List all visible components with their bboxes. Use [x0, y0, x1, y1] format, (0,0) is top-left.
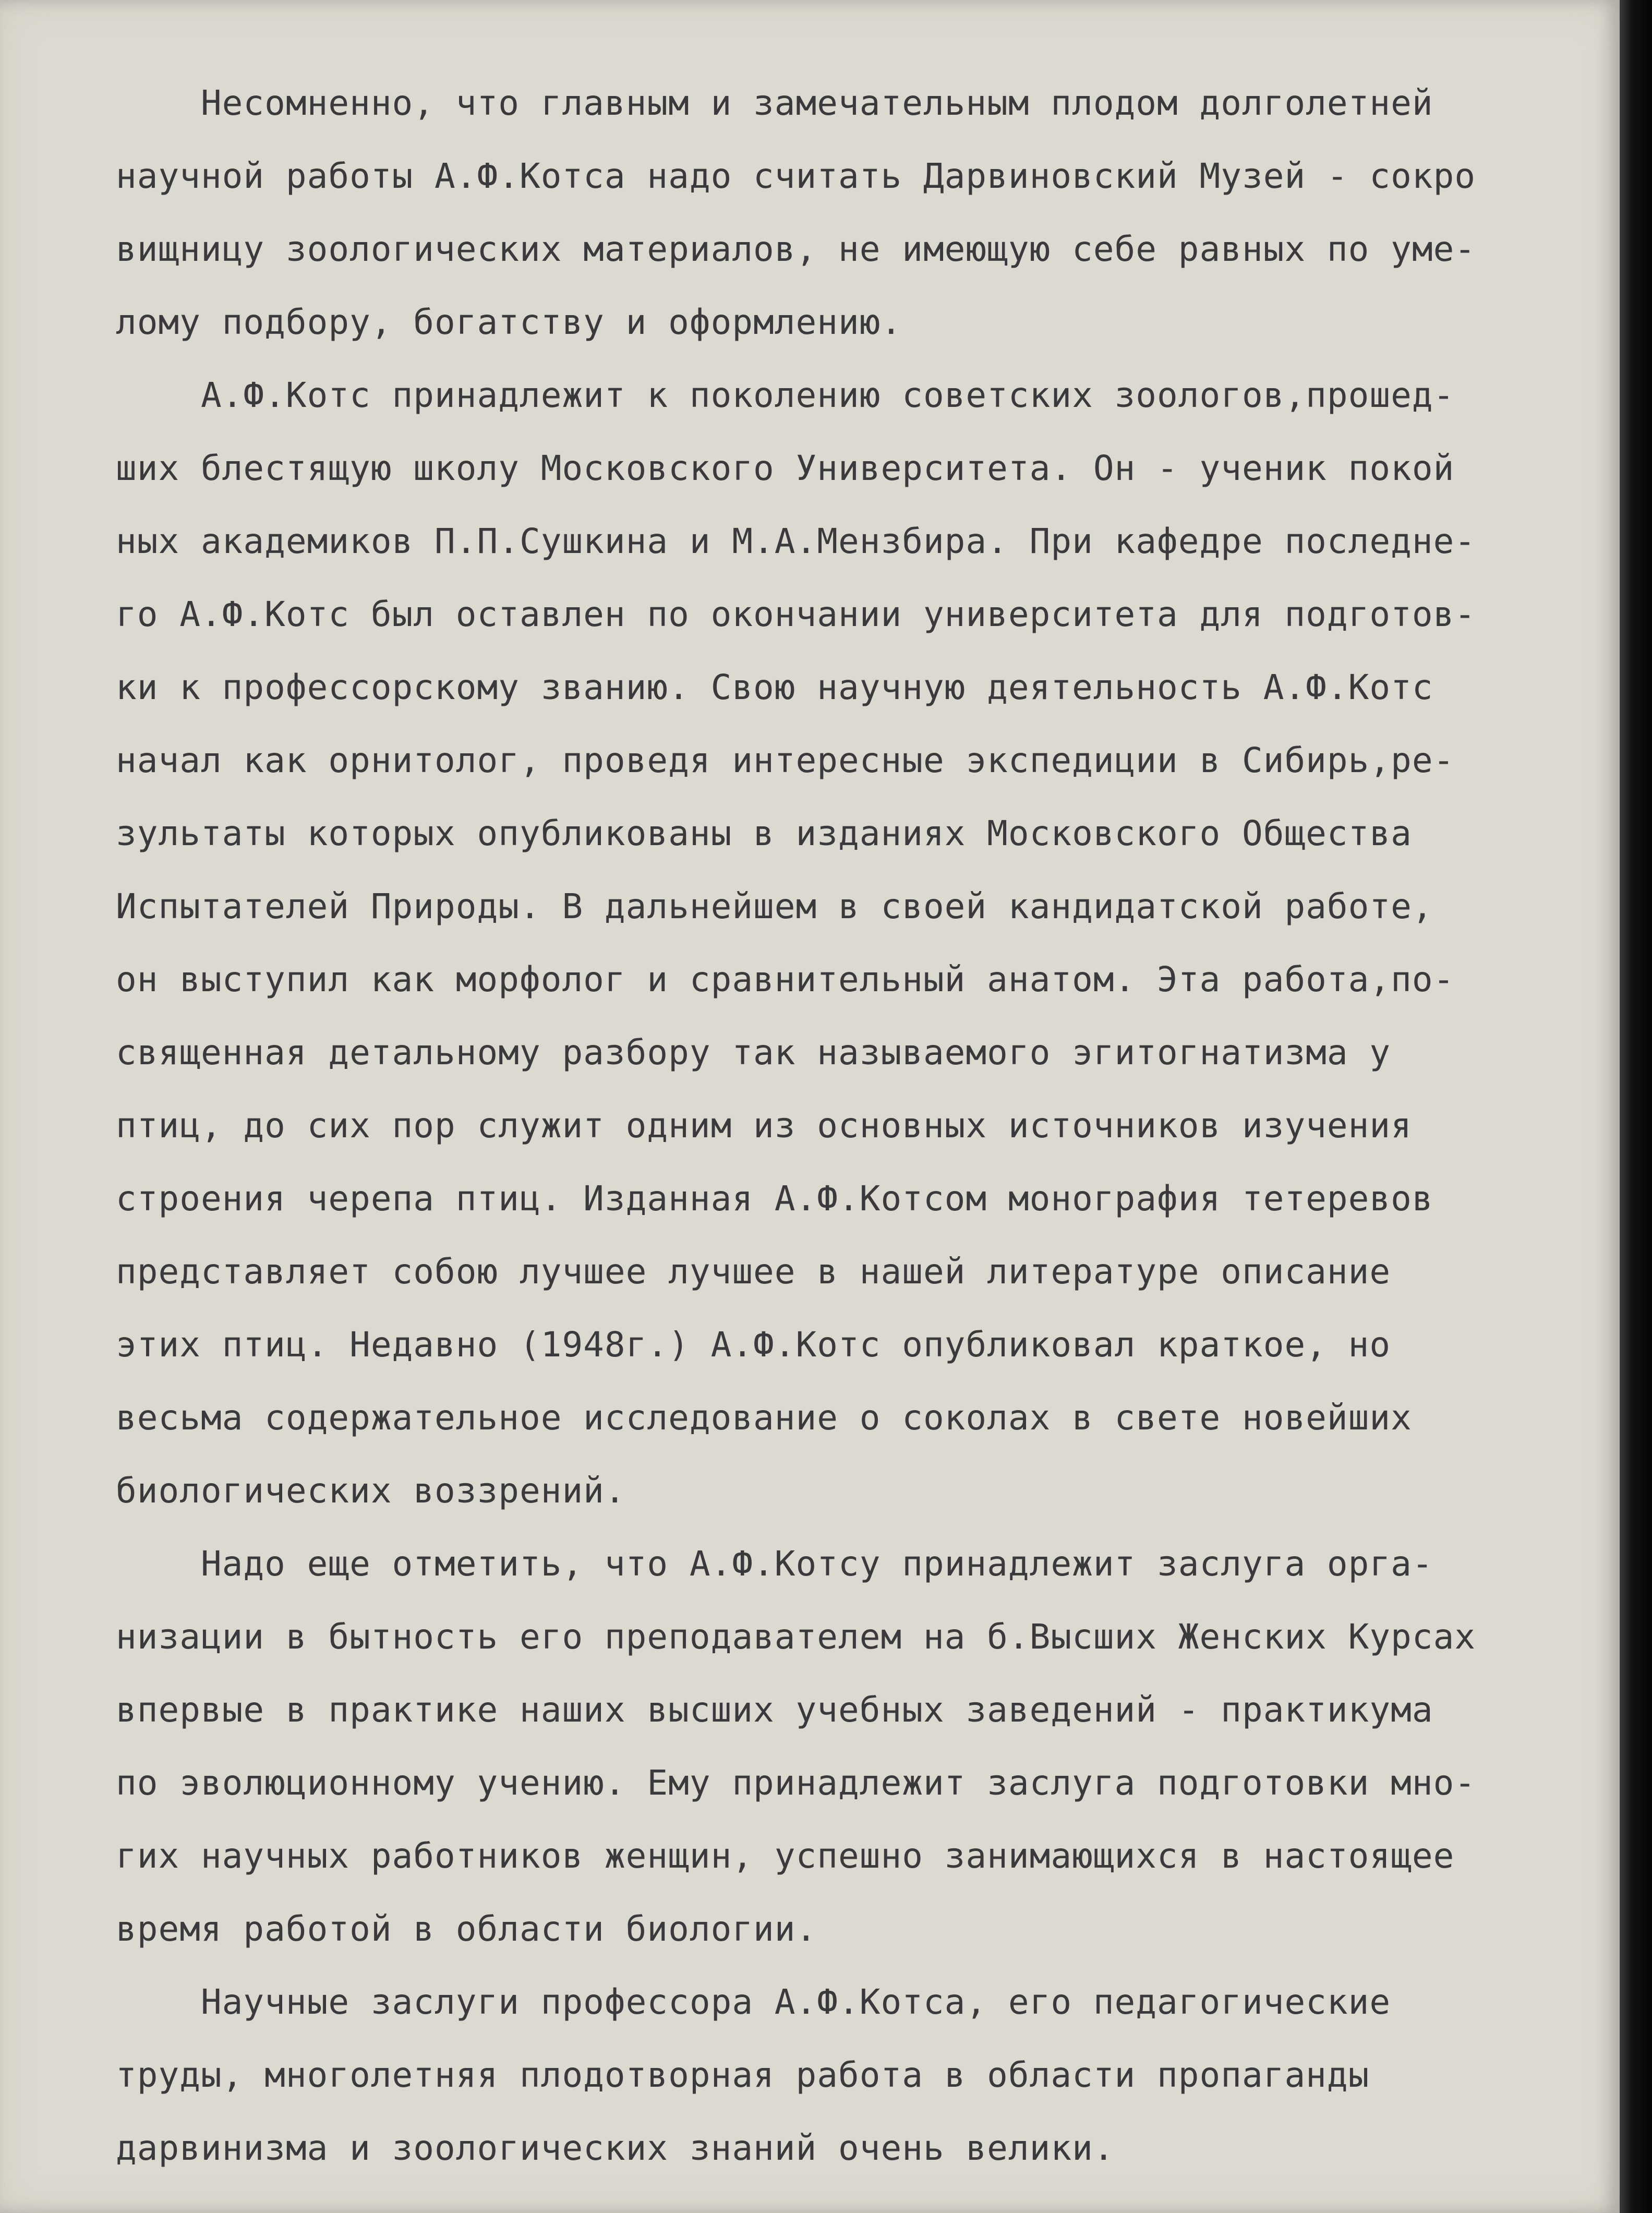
text-line: го А.Ф.Котс был оставлен по окончании университета для подготов-: [116, 594, 1476, 634]
paragraph: [116, 359, 1602, 1528]
text-line: биологических воззрений.: [116, 1471, 626, 1511]
text-line: весьма содержательное исследование о соколах в свете новейших: [116, 1398, 1412, 1438]
text-line: он выступил как морфолог и сравнительный анатом. Эта работа,по-: [116, 959, 1455, 1000]
text-line: Научные заслуги профессора А.Ф.Котса, его педагогические: [116, 1982, 1391, 2022]
text-line: А.Ф.Котс принадлежит к поколению советских зоологов,прошед-: [116, 375, 1455, 415]
text-line: гих научных работников женщин, успешно занимающихся в настоящее: [116, 1836, 1455, 1876]
text-line: ных академиков П.П.Сушкина и М.А.Мензбира. При кафедре последне-: [116, 521, 1476, 561]
text-line: строения черепа птиц. Изданная А.Ф.Котсом монография тетеревов: [116, 1178, 1433, 1219]
text-line: низации в бытность его преподавателем на б.Высших Женских Курсах: [116, 1617, 1476, 1657]
text-line: научной работы А.Ф.Котса надо считать Дарвиновский Музей - сокро: [116, 156, 1476, 196]
text-line: ки к профессорскому званию. Свою научную деятельность А.Ф.Котс: [116, 667, 1433, 707]
text-line: птиц, до сих пор служит одним из основных источников изучения: [116, 1105, 1412, 1146]
text-line: священная детальному разбору так называемого эгитогнатизма у: [116, 1032, 1391, 1073]
text-line: Несомненно, что главным и замечательным плодом долголетней: [116, 83, 1433, 123]
text-line: представляет собою лучшее лучшее в нашей литературе описание: [116, 1252, 1391, 1292]
text-line: труды, многолетняя плодотворная работа в области пропаганды: [116, 2055, 1370, 2095]
paragraph: [116, 67, 1602, 359]
text-line: лому подбору, богатству и оформлению.: [116, 302, 902, 342]
text-line: Испытателей Природы. В дальнейшем в своей кандидатской работе,: [116, 886, 1433, 927]
text-line: вищницу зоологических материалов, не имеющую себе равных по уме-: [116, 229, 1476, 269]
text-line: ших блестящую школу Московского Университета. Он - ученик покой: [116, 448, 1455, 488]
paragraph: [116, 1528, 1602, 1966]
text-line: по эволюционному учению. Ему принадлежит заслуга подготовки мно-: [116, 1763, 1476, 1803]
text-line: время работой в области биологии.: [116, 1909, 817, 1949]
text-line: этих птиц. Недавно (1948г.) А.Ф.Котс опубликовал краткое, но: [116, 1325, 1391, 1365]
text-line: зультаты которых опубликованы в изданиях Московского Общества: [116, 813, 1412, 853]
text-line: Надо еще отметить, что А.Ф.Котсу принадлежит заслуга орга-: [116, 1544, 1433, 1584]
text-line: впервые в практике наших высших учебных заведений - практикума: [116, 1690, 1433, 1730]
text-line: начал как орнитолог, проведя интересные экспедиции в Сибирь,ре-: [116, 740, 1455, 780]
text-line: дарвинизма и зоологических знаний очень велики.: [116, 2128, 1115, 2168]
scan-background-edge: [1620, 0, 1652, 2213]
typed-text-body: [116, 67, 1602, 2185]
paragraph: [116, 1966, 1602, 2185]
